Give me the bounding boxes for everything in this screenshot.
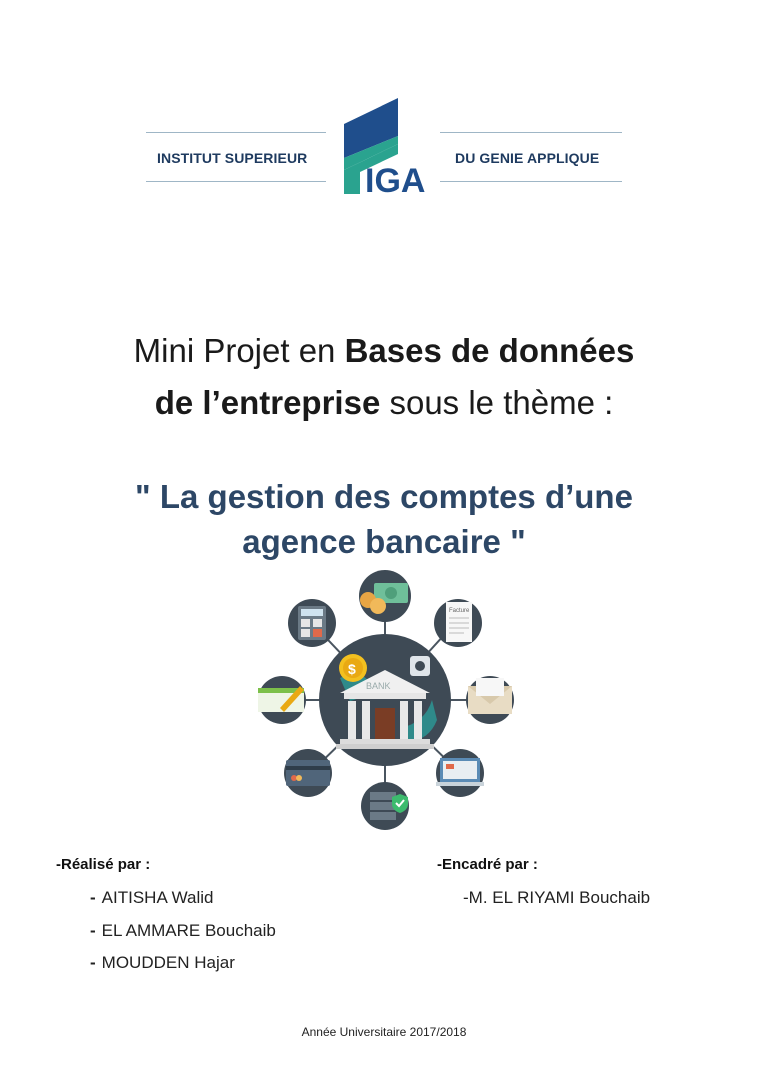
- bank-icon: [319, 634, 451, 766]
- title-plain-1: Mini Projet en: [133, 332, 345, 369]
- institute-name-left: INSTITUT SUPERIEUR: [157, 150, 308, 166]
- member-item: [90, 888, 213, 908]
- project-title-line2: [0, 384, 768, 422]
- header-rule-right-top: [440, 132, 622, 133]
- encadre-label: -Encadré par :: [437, 856, 538, 873]
- title-bold-1: Bases de données: [344, 332, 635, 369]
- credit-card-icon: [284, 749, 332, 797]
- institute-name-right: DU GENIE APPLIQUE: [455, 150, 600, 166]
- member-name: EL AMMARE Bouchaib: [101, 921, 276, 940]
- member-dash: -: [90, 888, 96, 907]
- iga-logo: [338, 96, 432, 194]
- realise-label: -Réalisé par :: [56, 856, 151, 873]
- coins-icon: [359, 570, 411, 622]
- member-name: AITISHA Walid: [101, 888, 214, 907]
- title-bold-2: de l’entreprise: [154, 384, 381, 421]
- envelope-icon: [466, 676, 514, 724]
- header-rule-left-bottom: [146, 181, 326, 182]
- bank-label: BANK: [366, 681, 391, 691]
- svg-text:$: $: [348, 661, 356, 677]
- invoice-label: Facture: [449, 608, 470, 614]
- supervisor-name: -M. EL RIYAMI Bouchaib: [463, 888, 651, 907]
- project-title-line1: [0, 332, 768, 370]
- member-item: [90, 921, 276, 941]
- member-item: [90, 953, 235, 973]
- server-icon: [361, 782, 409, 830]
- check-pen-icon: [258, 676, 306, 724]
- member-dash: -: [90, 953, 96, 972]
- banking-illustration: [250, 568, 520, 833]
- laptop-icon: [436, 749, 484, 797]
- member-dash: -: [90, 921, 96, 940]
- header-rule-left-top: [146, 132, 326, 133]
- academic-year: Année Universitaire 2017/2018: [301, 1025, 467, 1039]
- theme-line2: agence bancaire ": [242, 523, 526, 560]
- calculator-icon: [288, 599, 336, 647]
- title-plain-2: sous le thème :: [380, 384, 614, 421]
- theme-line1: " La gestion des comptes d’une: [135, 478, 633, 515]
- invoice-icon: [434, 599, 482, 647]
- header-rule-right-bottom: [440, 181, 622, 182]
- member-name: MOUDDEN Hajar: [101, 953, 235, 972]
- logo-text: IGA: [365, 162, 426, 194]
